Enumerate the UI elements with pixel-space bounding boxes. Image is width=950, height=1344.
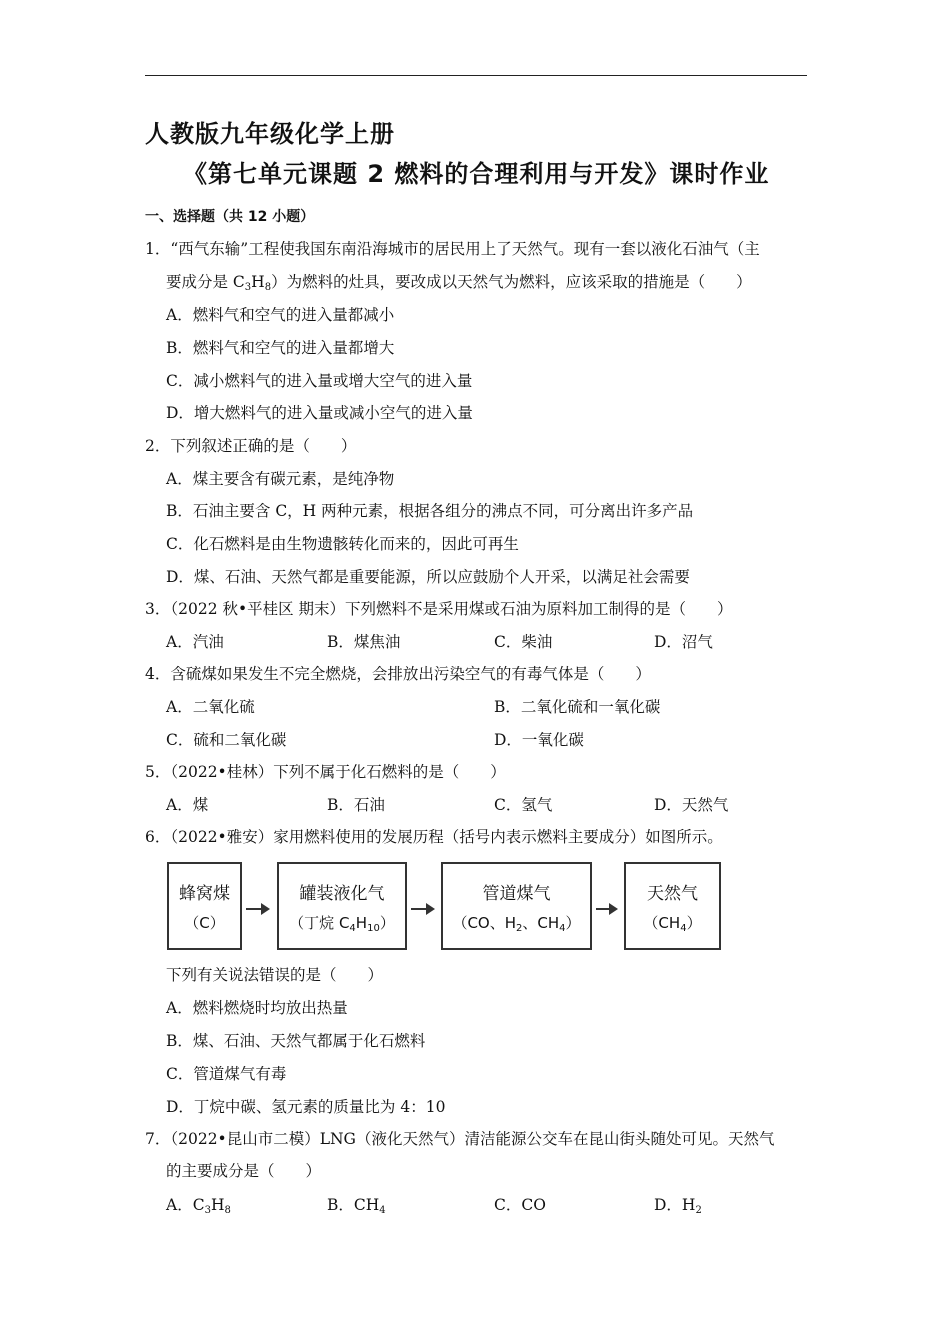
q5-option-b: B．石油 <box>327 796 385 814</box>
q4-option-a: A．二氧化硫 <box>166 698 255 716</box>
box4-formula: $(CH_4)$ <box>643 914 702 934</box>
q7-stem-line1: 7．（2022•昆山市二模）LNG（液化天然气）清洁能源公交车在昆山街头随处可见。天然气 <box>145 1130 775 1148</box>
section-heading: 一、选择题（共 12 小题） <box>145 209 315 225</box>
q2-option-b: B．石油主要含 C，H 两种元素，根据各组分的沸点不同，可分离出许多产品 <box>166 502 694 520</box>
q7-option-c: C．CO <box>494 1196 546 1214</box>
q4-option-d: D．一氧化碳 <box>494 731 584 749</box>
header-rule <box>145 75 807 76</box>
diagram-box-natural-gas <box>624 862 721 950</box>
q2-option-c: C．化石燃料是由生物遗骸转化而来的，因此可再生 <box>166 535 519 553</box>
q1-option-d: D．增大燃料气的进入量或减小空气的进入量 <box>166 404 473 422</box>
q1-option-a: A．燃料气和空气的进入量都减小 <box>166 306 395 324</box>
q2-option-a: A．煤主要含有碳元素，是纯净物 <box>166 470 395 488</box>
q6-stem: 6．（2022•雅安）家用燃料使用的发展历程（括号内表示燃料主要成分）如图所示。 <box>145 828 723 846</box>
q6-followup: 下列有关说法错误的是（ ） <box>166 966 384 984</box>
q7-option-a: A．$C_3H_8$ <box>166 1196 231 1216</box>
box2-formula: （丁烷 $C_4H_{10}$） <box>289 914 395 934</box>
diagram-arrow-1 <box>246 908 268 910</box>
box4-title: 天然气 <box>647 884 698 904</box>
box3-formula: （CO、$H_2$、$CH_4$） <box>452 914 581 934</box>
box1-formula: （C） <box>184 914 225 932</box>
q5-option-c: C．氢气 <box>494 796 553 814</box>
q6-option-a: A．燃料燃烧时均放出热量 <box>166 999 348 1017</box>
box2-title: 罐装液化气 <box>299 884 385 904</box>
q1-option-c: C．减小燃料气的进入量或增大空气的进入量 <box>166 372 473 390</box>
diagram-box-honeycomb-coal <box>167 862 242 950</box>
q4-stem: 4．含硫煤如果发生不完全燃烧，会排放出污染空气的有毒气体是（ ） <box>145 665 651 683</box>
q3-stem: 3．（2022 秋•平桂区 期末）下列燃料不是采用煤或石油为原料加工制得的是（ ） <box>145 600 733 618</box>
q3-option-d: D．沼气 <box>654 633 713 651</box>
diagram-arrow-2 <box>411 908 433 910</box>
q6-option-c: C．管道煤气有毒 <box>166 1065 287 1083</box>
q3-option-a: A．汽油 <box>166 633 224 651</box>
diagram-box-pipeline-gas <box>441 862 592 950</box>
q7-option-b: B．$CH_4$ <box>327 1196 386 1216</box>
q2-stem: 2．下列叙述正确的是（ ） <box>145 437 357 455</box>
q4-option-b: B．二氧化硫和一氧化碳 <box>494 698 661 716</box>
q7-stem-line2: 的主要成分是（ ） <box>166 1162 322 1180</box>
q4-option-c: C．硫和二氧化碳 <box>166 731 287 749</box>
document-title: 人教版九年级化学上册 <box>145 120 395 148</box>
diagram-arrow-3 <box>596 908 616 910</box>
box1-title: 蜂窝煤 <box>179 884 230 904</box>
q6-option-d: D．丁烷中碳、氢元素的质量比为 4：10 <box>166 1098 446 1116</box>
q3-option-b: B．煤焦油 <box>327 633 401 651</box>
q2-option-d: D．煤、石油、天然气都是重要能源，所以应鼓励个人开采，以满足社会需要 <box>166 568 690 586</box>
q5-stem: 5．（2022•桂林）下列不属于化石燃料的是（ ） <box>145 763 506 781</box>
q6-option-b: B．煤、石油、天然气都属于化石燃料 <box>166 1032 426 1050</box>
q1-option-b: B．燃料气和空气的进入量都增大 <box>166 339 395 357</box>
q1-stem-line1: 1．“西气东输”工程使我国东南沿海城市的居民用上了天然气。现有一套以液化石油气（主 <box>145 240 760 258</box>
diagram-box-bottled-lpg <box>277 862 407 950</box>
document-subtitle: 《第七单元课题 2 燃料的合理利用与开发》课时作业 <box>183 160 770 188</box>
box3-title: 管道煤气 <box>482 884 551 904</box>
q5-option-a: A．煤 <box>166 796 209 814</box>
q7-option-d: D．$H_2$ <box>654 1196 702 1216</box>
q3-option-c: C．柴油 <box>494 633 553 651</box>
q5-option-d: D．天然气 <box>654 796 729 814</box>
q1-stem-line2: 要成分是 $C_3H_8$）为燃料的灶具，要改成以天然气为燃料，应该采取的措施是（ ） <box>166 273 752 293</box>
